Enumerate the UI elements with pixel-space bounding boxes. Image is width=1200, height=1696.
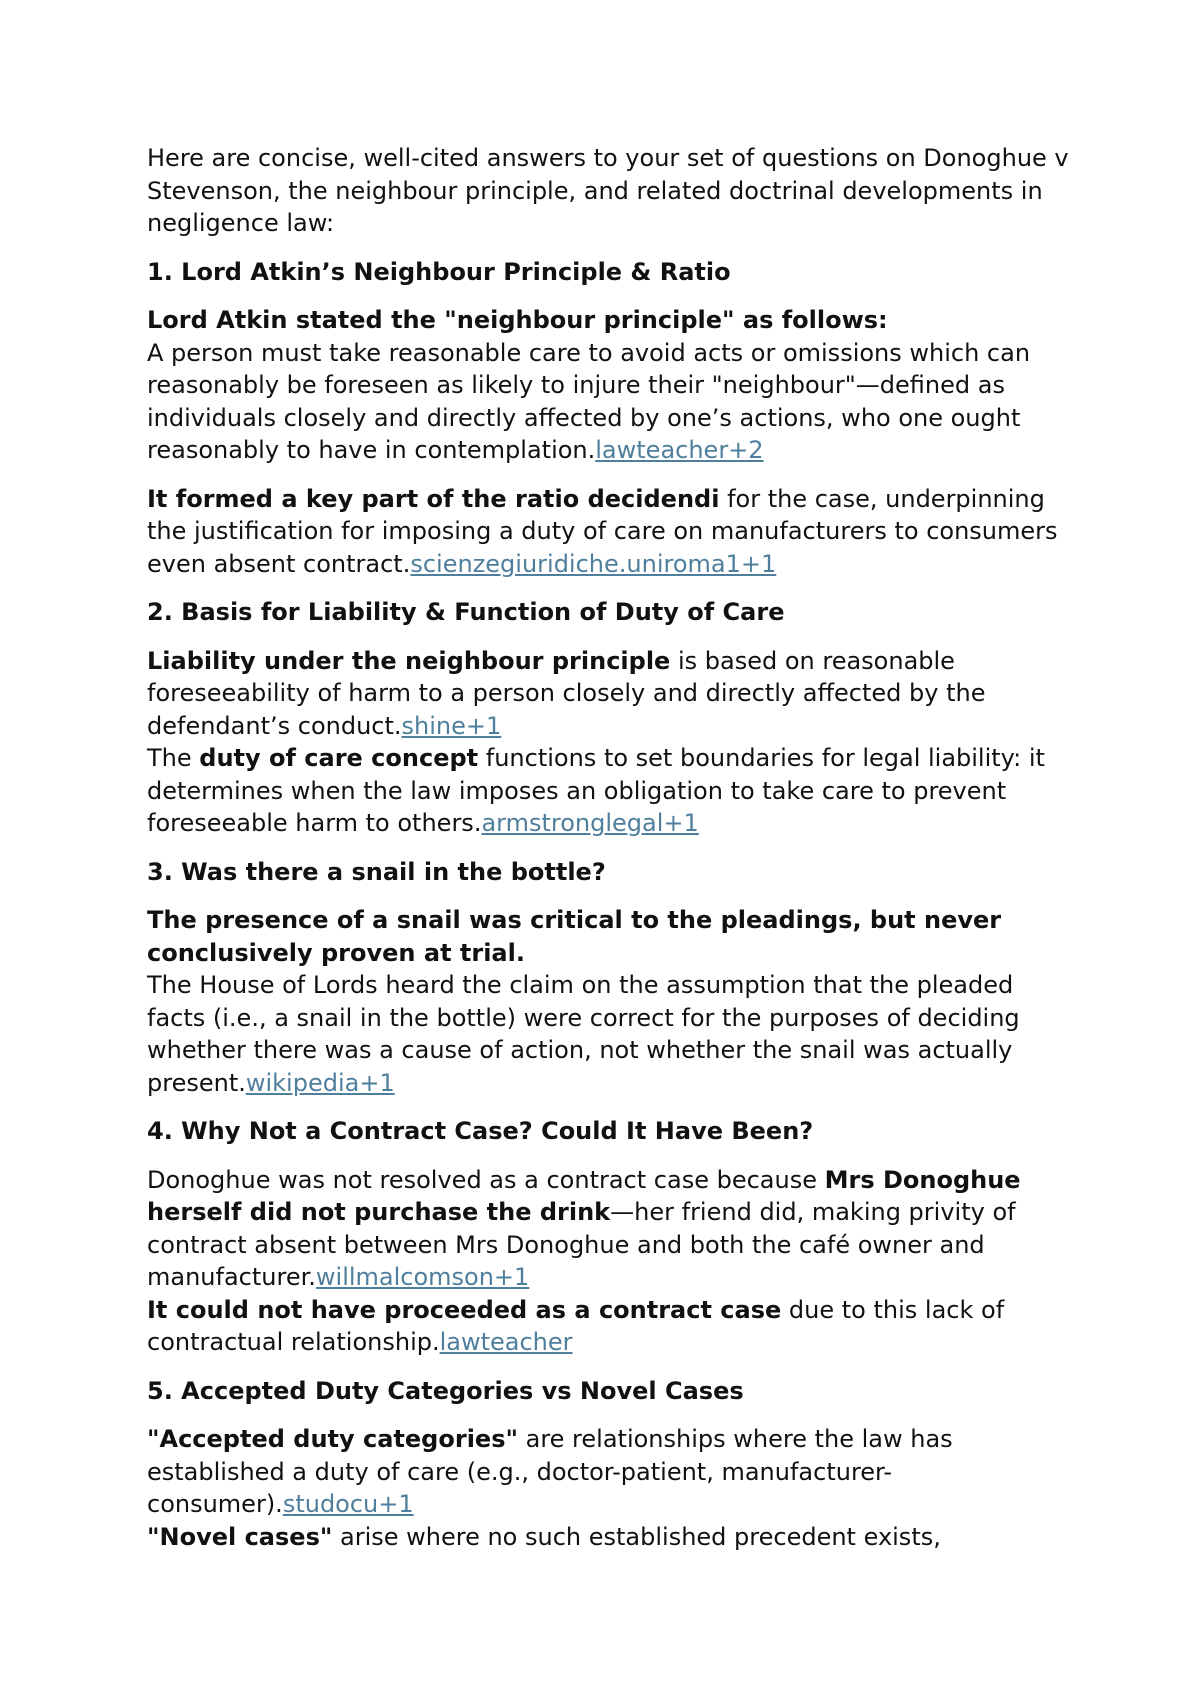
section-3-bold-lead: The presence of a snail was critical to the pleadings, but never conclusively proven at trial. — [147, 906, 1002, 967]
document-page — [147, 142, 1072, 1569]
section-3-heading: 3. Was there a snail in the bottle? — [147, 857, 606, 886]
section-5-bold-accepted: "Accepted duty categories" — [147, 1425, 518, 1453]
citation-link[interactable]: wikipedia+1 — [245, 1068, 395, 1097]
section-2-heading: 2. Basis for Liability & Function of Duty of Care — [147, 598, 785, 626]
section-1-text-2: for the case, underpinning the justification for imposing a duty of care on manufacturers to consumers even absent contract. — [147, 484, 1058, 578]
citation-link[interactable]: willmalcomson+1 — [315, 1263, 530, 1291]
section-2-bold-duty: duty of care concept — [199, 744, 479, 772]
citation-link[interactable]: scienzegiuridiche.uniroma1+1 — [410, 549, 777, 578]
section-4-paragraph — [147, 1164, 1072, 1359]
citation-link[interactable]: lawteacher+2 — [595, 436, 764, 464]
section-1-text: A person must take reasonable care to avoid acts or omissions which can reasonably be foreseen as likely to injure their "neighbour"—defined as individuals closely and directly affected by one’s actions, who one ought reasonably to have in contemplation. — [147, 338, 1031, 464]
section-1-bold-ratio: It formed a key part of the ratio decidendi — [147, 484, 720, 513]
section-2-text-2: functions to set boundaries for legal liability: it determines when the law imposes an obligation to take care to prevent foreseeable harm to others. — [147, 744, 1045, 837]
section-1-heading: 1. Lord Atkin’s Neighbour Principle & Ratio — [147, 257, 731, 286]
section-4-bold-purchase: Mrs Donoghue herself did not purchase the drink — [147, 1165, 1021, 1226]
section-5-text-2: arise where no such established precedent exists, — [332, 1522, 941, 1551]
section-5-bold-novel: "Novel cases" — [147, 1522, 333, 1551]
section-2-text: is based on reasonable foreseeability of harm to a person closely and directly affected by the defendant’s conduct. — [147, 646, 986, 740]
section-5-paragraph — [147, 1423, 1072, 1553]
section-5-text: are relationships where the law has established a duty of care (e.g., doctor-patient, manufacturer-consumer). — [147, 1425, 953, 1518]
intro-paragraph: Here are concise, well-cited answers to your set of questions on Donoghue v Stevenson, the neighbour principle, and related doctrinal developments in negligence law: — [147, 144, 1069, 237]
section-1-bold-lead: Lord Atkin stated the "neighbour principle" as follows: — [147, 306, 888, 334]
section-4-text: —her friend did, making privity of contract absent between Mrs Donoghue and both the café owner and manufacturer. — [147, 1198, 1016, 1291]
section-4-text-pre: Donoghue was not resolved as a contract case because — [147, 1165, 825, 1194]
section-3-paragraph — [147, 904, 1072, 1099]
section-4-text-2: due to this lack of contractual relationship. — [147, 1295, 1005, 1356]
section-2-paragraph — [147, 645, 1072, 840]
section-1-paragraph-1 — [147, 304, 1072, 467]
citation-link[interactable]: lawteacher — [439, 1328, 573, 1356]
section-4-heading: 4. Why Not a Contract Case? Could It Have Been? — [147, 1117, 814, 1145]
section-5-heading: 5. Accepted Duty Categories vs Novel Cases — [147, 1376, 744, 1405]
citation-link[interactable]: armstronglegal+1 — [481, 809, 699, 837]
section-1-paragraph-2 — [147, 483, 1072, 581]
section-2-text-pre: The — [147, 744, 200, 772]
citation-link[interactable]: shine+1 — [401, 711, 502, 740]
section-2-bold-liability: Liability under the neighbour principle — [147, 646, 671, 675]
citation-link[interactable]: studocu+1 — [282, 1490, 414, 1518]
section-3-text: The House of Lords heard the claim on the assumption that the pleaded facts (i.e., a snail in the bottle) were correct for the purposes of deciding whether there was a cause of action, not whether the snail was actually present. — [147, 971, 1020, 1097]
section-4-bold-contract: It could not have proceeded as a contract case — [147, 1295, 782, 1324]
